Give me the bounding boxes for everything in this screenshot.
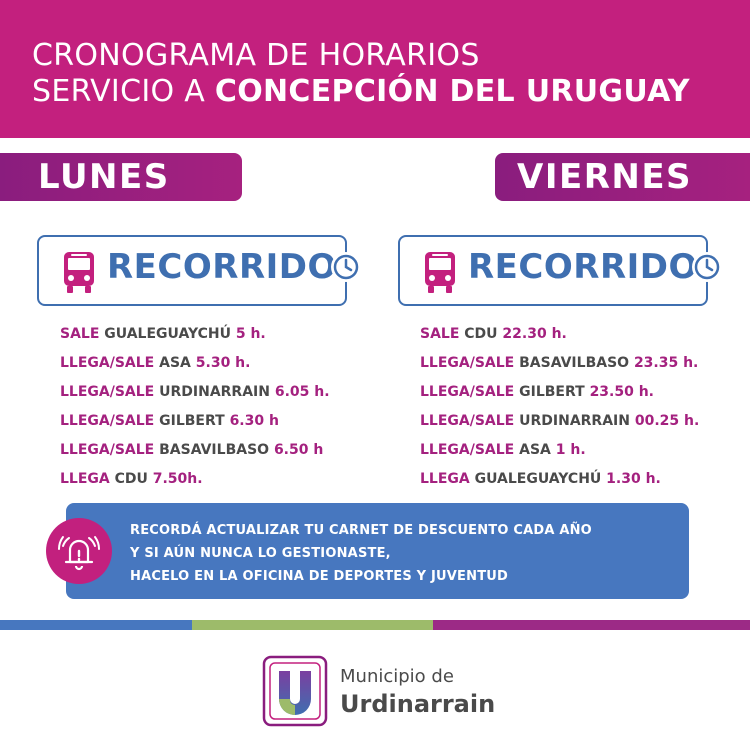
stop-place: GUALEGUAYCHÚ [474,471,602,487]
header-banner [0,0,750,138]
stop-place: GUALEGUAYCHÚ [104,326,231,342]
stop-place: GILBERT [159,413,225,429]
stop-action: SALE [60,326,100,342]
stop-time: 6.30 h [229,413,279,429]
alarm-bell-icon [46,518,112,584]
stop-time: 7.50h. [152,471,203,487]
notice-line: HACELO EN LA OFICINA DE DEPORTES Y JUVENTUD [130,569,509,584]
logo-text-line1: Municipio de [340,666,454,687]
header-title: CRONOGRAMA DE HORARIOS [32,38,480,73]
stop-time: 22.30 h. [502,326,567,342]
stop-place: ASA [519,442,551,458]
schedule-stop [60,436,330,465]
schedule-stop [420,407,699,436]
schedule-stop [60,465,330,494]
stop-place: BASAVILBASO [159,442,270,458]
stop-action: LLEGA/SALE [420,413,515,429]
stop-place: ASA [159,355,191,371]
schedule-stop [420,436,699,465]
divider-stripe-blue [0,620,192,630]
schedule-stop [420,349,699,378]
stop-place: URDINARRAIN [519,413,630,429]
stop-action: LLEGA [420,471,470,487]
stop-action: LLEGA/SALE [420,384,515,400]
stop-action: LLEGA/SALE [420,442,515,458]
stop-place: BASAVILBASO [519,355,630,371]
schedule-stop [60,378,330,407]
header-destination: CONCEPCIÓN DEL URUGUAY [214,74,690,109]
notice-text [130,519,592,588]
stop-place: GILBERT [519,384,585,400]
logo-text-line2: Urdinarrain [340,690,496,718]
stop-time: 5 h. [235,326,266,342]
stop-place: URDINARRAIN [159,384,270,400]
stop-time: 1 h. [555,442,586,458]
alarm-bell-glyph [46,518,112,584]
header-subtitle [32,74,690,109]
bus-icon [423,250,457,294]
route-header-left [37,235,347,306]
route-title-left: RECORRIDO [107,247,337,287]
divider-stripe-purple [433,620,750,630]
stop-time: 6.05 h. [274,384,330,400]
schedule-friday [420,320,699,494]
schedule-stop [60,407,330,436]
municipality-logo [262,655,328,727]
notice-line: RECORDÁ ACTUALIZAR TU CARNET DE DESCUENTO CADA AÑO [130,523,592,538]
stop-action: LLEGA/SALE [60,413,155,429]
stop-place: CDU [114,471,148,487]
stop-time: 23.50 h. [589,384,655,400]
header-subtitle-prefix: SERVICIO A [32,74,215,109]
stop-action: LLEGA/SALE [60,442,155,458]
stop-time: 23.35 h. [633,355,699,371]
stop-action: LLEGA/SALE [60,384,155,400]
stop-time: 5.30 h. [195,355,251,371]
stop-time: 6.50 h [273,442,324,458]
clock-icon [331,252,361,282]
notice-banner [66,503,689,599]
schedule-stop [420,320,699,349]
day-label-friday: VIERNES [495,153,750,201]
schedule-stop [60,320,330,349]
schedule-stop [420,378,699,407]
stop-action: LLEGA/SALE [420,355,515,371]
stop-time: 00.25 h. [634,413,700,429]
divider-stripe-green [192,620,433,630]
bus-icon [62,250,96,294]
clock-icon [692,252,722,282]
day-label-monday: LUNES [0,153,242,201]
schedule-monday [60,320,330,494]
schedule-stop [60,349,330,378]
schedule-stop [420,465,699,494]
stop-place: CDU [464,326,498,342]
stop-action: SALE [420,326,460,342]
stop-time: 1.30 h. [606,471,661,487]
route-title-right: RECORRIDO [468,247,698,287]
route-header-right [398,235,708,306]
stop-action: LLEGA [60,471,110,487]
stop-action: LLEGA/SALE [60,355,155,371]
notice-line: Y SI AÚN NUNCA LO GESTIONASTE, [130,546,391,561]
